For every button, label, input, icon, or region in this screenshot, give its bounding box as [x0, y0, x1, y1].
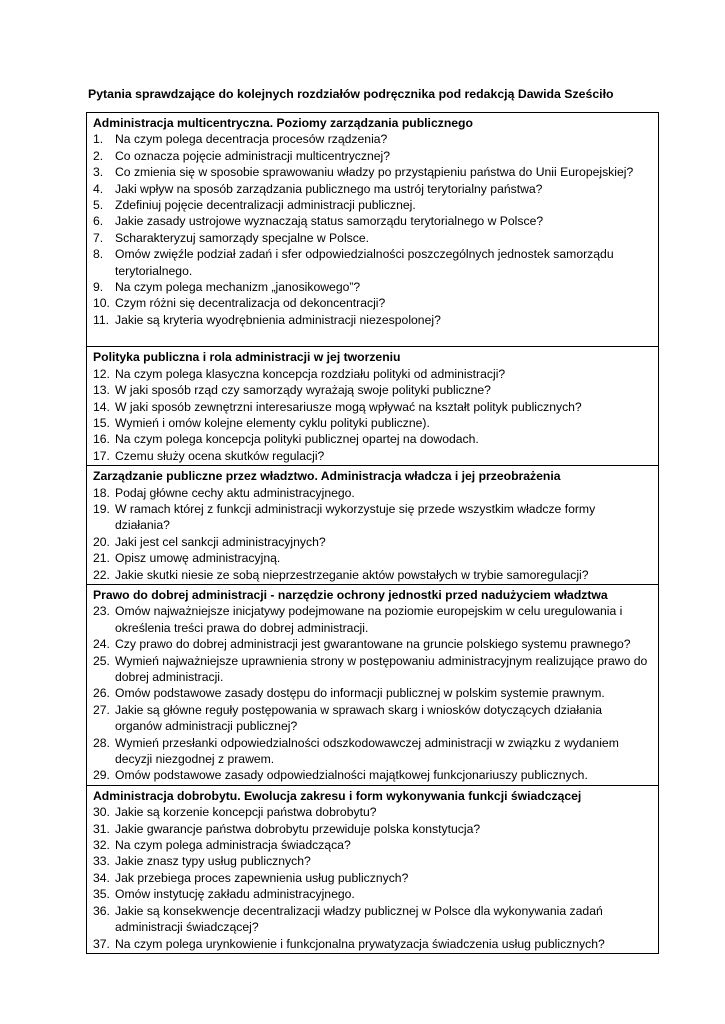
question-text: Opisz umowę administracyjną. [115, 551, 281, 566]
question-number: 10. [93, 296, 110, 311]
question-text: Na czym polega decentracja procesów rządzenia? [115, 132, 388, 147]
question-item [93, 603, 652, 636]
question-number: 11. [93, 312, 110, 327]
question-text: Jakie są korzenie koncepcji państwa dobrobytu? [115, 805, 377, 820]
question-number: 36. [93, 903, 110, 918]
question-number: 25. [93, 653, 110, 668]
question-text: Scharakteryzuj samorządy specjalne w Polsce. [115, 230, 370, 245]
question-number: 12. [93, 366, 110, 381]
question-item [93, 804, 652, 820]
question-text: W jaki sposób zewnętrzni interesariusze mogą wpływać na kształt polityk publicznych? [115, 399, 582, 414]
question-text: Zdefiniuj pojęcie decentralizacji administracji publicznej. [115, 198, 416, 213]
question-item [93, 653, 652, 686]
questions-table [86, 112, 659, 954]
section [87, 113, 658, 347]
question-item [93, 767, 652, 783]
question-text: Omów najważniejsze inicjatywy podejmowane na poziomie europejskim w celu uregulowania i określenia treści prawa do dobrej administracji. [115, 604, 623, 635]
question-item [93, 295, 652, 311]
question-number: 30. [93, 805, 110, 820]
question-item [93, 636, 652, 652]
question-item [93, 164, 652, 180]
section-title: Zarządzanie publiczne przez władztwo. Administracja władcza i jej przeobrażenia [93, 469, 561, 484]
question-item [93, 567, 652, 583]
question-text: Jakie skutki niesie ze sobą nieprzestrzeganie aktów powstałych w trybie samoregulacji? [115, 567, 589, 582]
question-number: 20. [93, 534, 110, 549]
question-number: 1. [93, 132, 104, 147]
section-title: Prawo do dobrej administracji - narzędzie ochrony jednostki przed nadużyciem władztwa [93, 587, 608, 602]
question-text: Co zmienia się w sposobie sprawowaniu władzy po przystąpieniu państwa do Unii Europejskiej? [115, 165, 634, 180]
question-text: Omów zwięźle podział zadań i sfer odpowiedzialności poszczególnych jednostek samorządu terytorialnego. [115, 247, 614, 278]
section [87, 786, 658, 954]
question-item [93, 903, 652, 936]
question-item [93, 448, 652, 464]
question-number: 3. [93, 165, 104, 180]
question-text: Czy prawo do dobrej administracji jest gwarantowane na gruncie polskiego systemu prawnego? [115, 637, 631, 652]
question-number: 35. [93, 887, 110, 902]
question-number: 13. [93, 383, 110, 398]
question-text: Na czym polega koncepcja polityki publicznej opartej na dowodach. [115, 432, 479, 447]
question-item [93, 312, 652, 328]
question-number: 18. [93, 485, 110, 500]
question-number: 17. [93, 448, 110, 463]
question-number: 27. [93, 702, 110, 717]
section [87, 347, 658, 466]
question-number: 26. [93, 686, 110, 701]
section [87, 585, 658, 786]
question-number: 28. [93, 735, 110, 750]
question-text: Omów podstawowe zasady dostępu do informacji publicznej w polskim systemie prawnym. [115, 686, 605, 701]
question-item [93, 485, 652, 501]
question-item [93, 213, 652, 229]
question-number: 2. [93, 148, 104, 163]
question-item [93, 148, 652, 164]
question-number: 15. [93, 415, 110, 430]
question-text: W ramach której z funkcji administracji wykorzystuje się przede wszystkim władcze formy działania? [115, 501, 596, 533]
question-text: Na czym polega mechanizm „janosikowego”? [115, 280, 361, 295]
question-text: Co oznacza pojęcie administracji multicentrycznej? [115, 148, 391, 163]
question-item [93, 415, 652, 431]
question-number: 5. [93, 198, 104, 213]
question-text: W jaki sposób rząd czy samorządy wyrażają swoje polityki publiczne? [115, 383, 491, 398]
question-number: 19. [93, 501, 110, 516]
question-item [93, 131, 652, 147]
question-number: 32. [93, 838, 110, 853]
question-text: Jakie zasady ustrojowe wyznaczają status samorządu terytorialnego w Polsce? [115, 214, 544, 229]
question-item [93, 279, 652, 295]
question-item [93, 936, 652, 952]
question-number: 33. [93, 854, 110, 869]
question-number: 37. [93, 936, 110, 951]
question-text: Na czym polega urynkowienie i funkcjonalna prywatyzacja świadczenia usług publicznych? [115, 936, 605, 951]
question-text: Czym różni się decentralizacja od dekoncentracji? [115, 296, 386, 311]
question-item [93, 382, 652, 398]
question-number: 8. [93, 247, 104, 262]
question-number: 7. [93, 230, 104, 245]
question-number: 34. [93, 870, 110, 885]
question-item [93, 821, 652, 837]
question-text: Jakie są główne reguły postępowania w sprawach skarg i wniosków dotyczących działania organów administracji publicznej? [115, 702, 603, 734]
question-item [93, 550, 652, 566]
question-text: Na czym polega administracja świadcząca? [115, 838, 351, 853]
question-item [93, 735, 652, 768]
question-item [93, 870, 652, 886]
section [87, 466, 658, 585]
question-text: Jakie znasz typy usług publicznych? [115, 854, 311, 869]
question-text: Omów podstawowe zasady odpowiedzialności majątkowej funkcjonariuszy publicznych. [115, 768, 588, 783]
section-title: Administracja multicentryczna. Poziomy zarządzania publicznego [93, 116, 473, 130]
question-item [93, 702, 652, 735]
question-item [93, 246, 652, 279]
question-text: Jaki jest cel sankcji administracyjnych? [115, 534, 326, 549]
page-title: Pytania sprawdzające do kolejnych rozdziałów podręcznika pod redakcją Dawida Sześciło [88, 87, 614, 101]
question-item [93, 685, 652, 701]
question-text: Omów instytucję zakładu administracyjnego. [115, 887, 355, 902]
question-text: Wymień i omów kolejne elementy cyklu polityki publiczne). [115, 415, 430, 430]
question-number: 24. [93, 637, 110, 652]
question-number: 23. [93, 604, 110, 619]
question-item [93, 853, 652, 869]
question-number: 31. [93, 821, 110, 836]
question-number: 14. [93, 399, 110, 414]
question-text: Jakie są konsekwencje decentralizacji władzy publicznej w Polsce dla wykonywania zadań administracji świadczącej? [115, 903, 603, 935]
section-title: Administracja dobrobytu. Ewolucja zakresu i form wykonywania funkcji świadczącej [93, 788, 582, 803]
question-number: 9. [93, 280, 104, 295]
question-text: Na czym polega klasyczna koncepcja rozdziału polityki od administracji? [115, 366, 506, 381]
section-title: Polityka publiczna i rola administracji w jej tworzeniu [93, 350, 401, 365]
question-number: 22. [93, 567, 110, 582]
question-text: Wymień najważniejsze uprawnienia strony w postępowaniu administracyjnym realizujące prawo do dobrej administracji. [115, 653, 648, 684]
question-item [93, 534, 652, 550]
question-number: 6. [93, 214, 104, 229]
question-text: Jak przebiega proces zapewnienia usług publicznych? [115, 870, 409, 885]
question-item [93, 366, 652, 382]
question-item [93, 399, 652, 415]
question-item [93, 837, 652, 853]
question-item [93, 197, 652, 213]
question-item [93, 431, 652, 447]
question-item [93, 230, 652, 246]
question-text: Jaki wpływ na sposób zarządzania publicznego ma ustrój terytorialny państwa? [115, 181, 543, 196]
question-item [93, 501, 652, 534]
question-text: Wymień przesłanki odpowiedzialności odszkodowawczej administracji w związku z wydaniem decyzji niezgodnej z prawem. [115, 735, 619, 767]
question-text: Jakie gwarancje państwa dobrobytu przewiduje polska konstytucja? [115, 821, 481, 836]
question-text: Jakie są kryteria wyodrębnienia administracji niezespolonej? [115, 312, 441, 327]
question-number: 16. [93, 432, 110, 447]
question-item [93, 181, 652, 197]
question-item [93, 886, 652, 902]
question-number: 4. [93, 181, 104, 196]
question-text: Podaj główne cechy aktu administracyjnego. [115, 485, 355, 500]
question-number: 21. [93, 551, 110, 566]
question-number: 29. [93, 768, 110, 783]
question-text: Czemu służy ocena skutków regulacji? [115, 448, 325, 463]
